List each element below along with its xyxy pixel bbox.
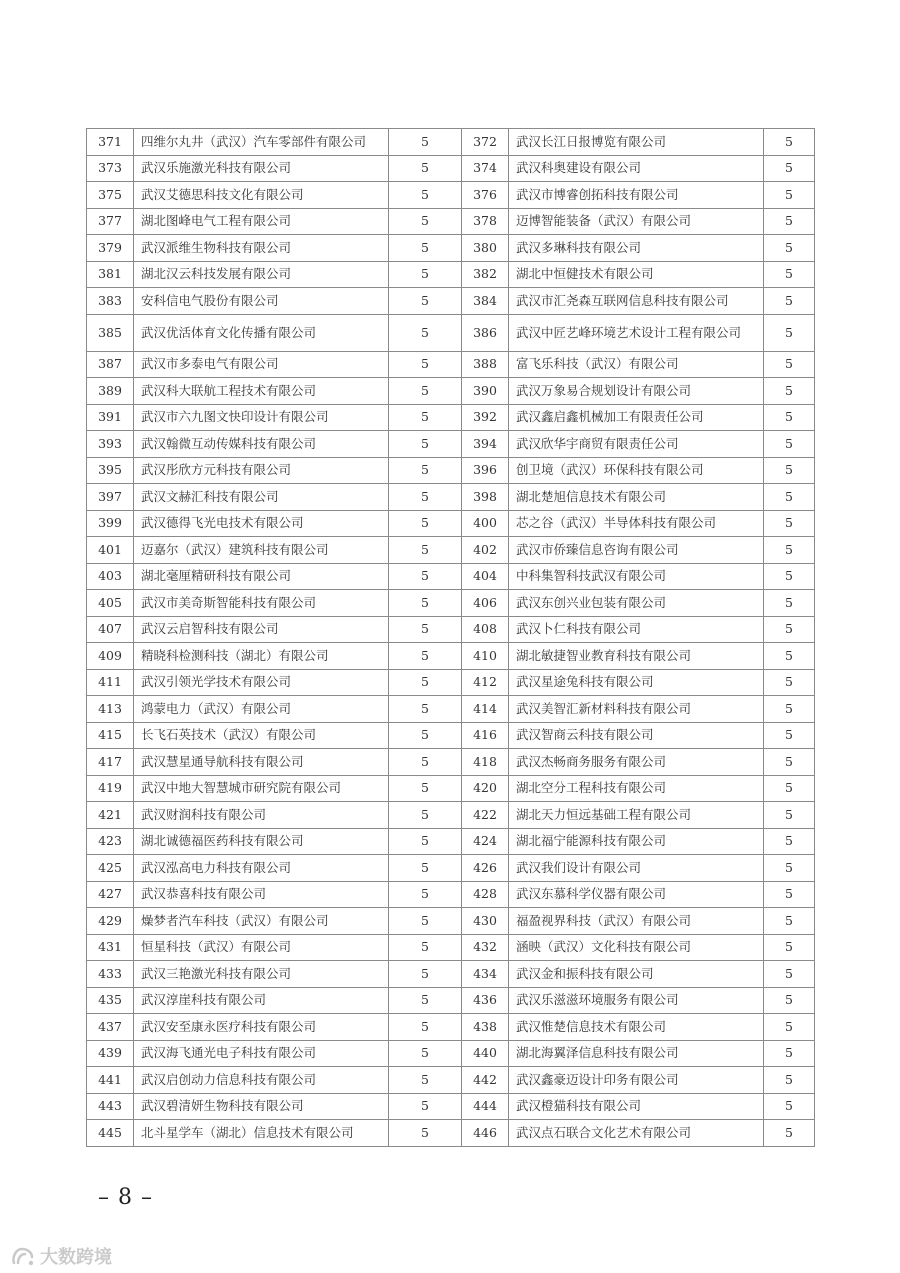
company-name-cell: 武汉科大联航工程技术有限公司 [134, 378, 389, 405]
score-cell: 5 [389, 855, 462, 882]
company-name-cell: 武汉市侨臻信息咨询有限公司 [509, 537, 764, 564]
serial-number-cell: 400 [462, 510, 509, 537]
serial-number-cell: 399 [87, 510, 134, 537]
score-cell: 5 [764, 908, 815, 935]
company-name-cell: 武汉泓高电力科技有限公司 [134, 855, 389, 882]
serial-number-cell: 372 [462, 129, 509, 156]
serial-number-cell: 389 [87, 378, 134, 405]
table-row [87, 987, 815, 1014]
company-name-cell: 武汉财润科技有限公司 [134, 802, 389, 829]
company-name-cell: 迈嘉尔（武汉）建筑科技有限公司 [134, 537, 389, 564]
serial-number-cell: 385 [87, 314, 134, 351]
serial-number-cell: 446 [462, 1120, 509, 1147]
company-name-cell: 北斗星学车（湖北）信息技术有限公司 [134, 1120, 389, 1147]
serial-number-cell: 445 [87, 1120, 134, 1147]
score-cell: 5 [764, 261, 815, 288]
serial-number-cell: 377 [87, 208, 134, 235]
company-name-cell: 武汉碧清妍生物科技有限公司 [134, 1093, 389, 1120]
company-name-cell: 武汉文赫汇科技有限公司 [134, 484, 389, 511]
score-cell: 5 [389, 1093, 462, 1120]
company-name-cell: 武汉德得飞光电技术有限公司 [134, 510, 389, 537]
serial-number-cell: 384 [462, 288, 509, 315]
company-name-cell: 武汉多琳科技有限公司 [509, 235, 764, 262]
score-cell: 5 [389, 1040, 462, 1067]
score-cell: 5 [764, 590, 815, 617]
company-name-cell: 武汉科奥建设有限公司 [509, 155, 764, 182]
score-cell: 5 [389, 669, 462, 696]
company-name-cell: 武汉优活体育文化传播有限公司 [134, 314, 389, 351]
score-cell: 5 [764, 235, 815, 262]
table-row [87, 908, 815, 935]
score-cell: 5 [389, 828, 462, 855]
serial-number-cell: 378 [462, 208, 509, 235]
serial-number-cell: 419 [87, 775, 134, 802]
serial-number-cell: 398 [462, 484, 509, 511]
score-cell: 5 [389, 431, 462, 458]
company-name-cell: 武汉乐滋滋环境服务有限公司 [509, 987, 764, 1014]
serial-number-cell: 417 [87, 749, 134, 776]
serial-number-cell: 428 [462, 881, 509, 908]
score-cell: 5 [389, 802, 462, 829]
score-cell: 5 [389, 484, 462, 511]
company-name-cell: 武汉惟楚信息技术有限公司 [509, 1014, 764, 1041]
company-name-cell: 富飞乐科技（武汉）有限公司 [509, 351, 764, 378]
score-cell: 5 [764, 351, 815, 378]
score-cell: 5 [389, 288, 462, 315]
table-row [87, 288, 815, 315]
serial-number-cell: 383 [87, 288, 134, 315]
score-cell: 5 [389, 908, 462, 935]
score-cell: 5 [389, 208, 462, 235]
company-name-cell: 武汉东创兴业包装有限公司 [509, 590, 764, 617]
serial-number-cell: 418 [462, 749, 509, 776]
score-cell: 5 [764, 208, 815, 235]
score-cell: 5 [764, 855, 815, 882]
serial-number-cell: 429 [87, 908, 134, 935]
serial-number-cell: 406 [462, 590, 509, 617]
table-row [87, 182, 815, 209]
company-name-cell: 武汉卜仁科技有限公司 [509, 616, 764, 643]
serial-number-cell: 387 [87, 351, 134, 378]
serial-number-cell: 395 [87, 457, 134, 484]
score-cell: 5 [389, 696, 462, 723]
company-name-cell: 恒星科技（武汉）有限公司 [134, 934, 389, 961]
serial-number-cell: 371 [87, 129, 134, 156]
score-cell: 5 [764, 749, 815, 776]
company-name-cell: 湖北中恒健技术有限公司 [509, 261, 764, 288]
serial-number-cell: 440 [462, 1040, 509, 1067]
table-row [87, 1120, 815, 1147]
company-name-cell: 武汉长江日报博览有限公司 [509, 129, 764, 156]
table-row [87, 1093, 815, 1120]
company-name-cell: 武汉中地大智慧城市研究院有限公司 [134, 775, 389, 802]
table-row [87, 404, 815, 431]
serial-number-cell: 420 [462, 775, 509, 802]
score-cell: 5 [389, 643, 462, 670]
company-name-cell: 武汉金和振科技有限公司 [509, 961, 764, 988]
company-name-cell: 武汉市汇尧森互联网信息科技有限公司 [509, 288, 764, 315]
company-name-cell: 迈博智能装备（武汉）有限公司 [509, 208, 764, 235]
company-name-cell: 四维尔丸井（武汉）汽车零部件有限公司 [134, 129, 389, 156]
company-name-cell: 湖北诚德福医药科技有限公司 [134, 828, 389, 855]
serial-number-cell: 421 [87, 802, 134, 829]
serial-number-cell: 416 [462, 722, 509, 749]
score-cell: 5 [764, 828, 815, 855]
table-row [87, 961, 815, 988]
serial-number-cell: 381 [87, 261, 134, 288]
table-row [87, 802, 815, 829]
company-name-cell: 精晓科检测科技（湖北）有限公司 [134, 643, 389, 670]
company-name-cell: 武汉艾德思科技文化有限公司 [134, 182, 389, 209]
serial-number-cell: 433 [87, 961, 134, 988]
score-cell: 5 [764, 1093, 815, 1120]
serial-number-cell: 442 [462, 1067, 509, 1094]
score-cell: 5 [389, 961, 462, 988]
company-name-cell: 湖北空分工程科技有限公司 [509, 775, 764, 802]
table-row [87, 155, 815, 182]
score-cell: 5 [389, 749, 462, 776]
table-row [87, 696, 815, 723]
serial-number-cell: 388 [462, 351, 509, 378]
table-row [87, 314, 815, 351]
company-name-cell: 武汉鑫豪迈设计印务有限公司 [509, 1067, 764, 1094]
serial-number-cell: 432 [462, 934, 509, 961]
score-cell: 5 [389, 881, 462, 908]
serial-number-cell: 403 [87, 563, 134, 590]
company-name-cell: 燥梦者汽车科技（武汉）有限公司 [134, 908, 389, 935]
table-row [87, 208, 815, 235]
score-cell: 5 [764, 182, 815, 209]
score-cell: 5 [389, 129, 462, 156]
table-row [87, 351, 815, 378]
table-row [87, 1067, 815, 1094]
company-name-cell: 武汉鑫启鑫机械加工有限责任公司 [509, 404, 764, 431]
score-cell: 5 [764, 987, 815, 1014]
score-cell: 5 [764, 378, 815, 405]
serial-number-cell: 407 [87, 616, 134, 643]
serial-number-cell: 436 [462, 987, 509, 1014]
company-name-cell: 武汉引领光学技术有限公司 [134, 669, 389, 696]
serial-number-cell: 427 [87, 881, 134, 908]
serial-number-cell: 405 [87, 590, 134, 617]
score-cell: 5 [764, 1040, 815, 1067]
company-table [86, 128, 815, 1147]
serial-number-cell: 411 [87, 669, 134, 696]
company-name-cell: 长飞石英技术（武汉）有限公司 [134, 722, 389, 749]
serial-number-cell: 386 [462, 314, 509, 351]
score-cell: 5 [764, 696, 815, 723]
serial-number-cell: 391 [87, 404, 134, 431]
company-name-cell: 武汉橙猫科技有限公司 [509, 1093, 764, 1120]
serial-number-cell: 425 [87, 855, 134, 882]
score-cell: 5 [389, 590, 462, 617]
score-cell: 5 [764, 643, 815, 670]
watermark-text: 大数跨境 [40, 1247, 112, 1268]
table-row [87, 1014, 815, 1041]
score-cell: 5 [764, 288, 815, 315]
serial-number-cell: 380 [462, 235, 509, 262]
score-cell: 5 [389, 404, 462, 431]
company-name-cell: 武汉安至康永医疗科技有限公司 [134, 1014, 389, 1041]
score-cell: 5 [764, 961, 815, 988]
score-cell: 5 [764, 775, 815, 802]
score-cell: 5 [764, 1067, 815, 1094]
company-name-cell: 武汉慧星通导航科技有限公司 [134, 749, 389, 776]
company-name-cell: 武汉市六九图文快印设计有限公司 [134, 404, 389, 431]
table-row [87, 775, 815, 802]
serial-number-cell: 402 [462, 537, 509, 564]
company-name-cell: 湖北楚旭信息技术有限公司 [509, 484, 764, 511]
serial-number-cell: 397 [87, 484, 134, 511]
company-name-cell: 湖北福宁能源科技有限公司 [509, 828, 764, 855]
company-name-cell: 武汉彤欣方元科技有限公司 [134, 457, 389, 484]
company-name-cell: 武汉乐施激光科技有限公司 [134, 155, 389, 182]
company-name-cell: 湖北敏捷智业教育科技有限公司 [509, 643, 764, 670]
company-name-cell: 鸿蒙电力（武汉）有限公司 [134, 696, 389, 723]
company-name-cell: 武汉万象易合规划设计有限公司 [509, 378, 764, 405]
company-name-cell: 武汉派维生物科技有限公司 [134, 235, 389, 262]
score-cell: 5 [764, 1120, 815, 1147]
serial-number-cell: 444 [462, 1093, 509, 1120]
score-cell: 5 [764, 155, 815, 182]
table-row [87, 722, 815, 749]
company-name-cell: 湖北海翼泽信息科技有限公司 [509, 1040, 764, 1067]
score-cell: 5 [389, 261, 462, 288]
table-row [87, 261, 815, 288]
serial-number-cell: 382 [462, 261, 509, 288]
company-name-cell: 武汉市美奇斯智能科技有限公司 [134, 590, 389, 617]
score-cell: 5 [389, 314, 462, 351]
serial-number-cell: 390 [462, 378, 509, 405]
serial-number-cell: 376 [462, 182, 509, 209]
table-row [87, 129, 815, 156]
score-cell: 5 [764, 563, 815, 590]
score-cell: 5 [389, 235, 462, 262]
company-table-body [87, 129, 815, 1147]
company-name-cell: 武汉市博睿创拓科技有限公司 [509, 182, 764, 209]
company-name-cell: 武汉美智汇新材料科技有限公司 [509, 696, 764, 723]
company-name-cell: 武汉恭喜科技有限公司 [134, 881, 389, 908]
company-name-cell: 武汉云启智科技有限公司 [134, 616, 389, 643]
serial-number-cell: 443 [87, 1093, 134, 1120]
company-name-cell: 武汉点石联合文化艺术有限公司 [509, 1120, 764, 1147]
score-cell: 5 [764, 616, 815, 643]
score-cell: 5 [389, 457, 462, 484]
company-name-cell: 湖北毫厘精研科技有限公司 [134, 563, 389, 590]
score-cell: 5 [389, 1067, 462, 1094]
serial-number-cell: 408 [462, 616, 509, 643]
score-cell: 5 [389, 775, 462, 802]
table-row [87, 563, 815, 590]
company-name-cell: 湖北汉云科技发展有限公司 [134, 261, 389, 288]
company-name-cell: 武汉杰畅商务服务有限公司 [509, 749, 764, 776]
serial-number-cell: 439 [87, 1040, 134, 1067]
serial-number-cell: 435 [87, 987, 134, 1014]
table-row [87, 590, 815, 617]
serial-number-cell: 430 [462, 908, 509, 935]
score-cell: 5 [764, 431, 815, 458]
serial-number-cell: 401 [87, 537, 134, 564]
score-cell: 5 [764, 314, 815, 351]
company-name-cell: 中科集智科技武汉有限公司 [509, 563, 764, 590]
serial-number-cell: 393 [87, 431, 134, 458]
serial-number-cell: 438 [462, 1014, 509, 1041]
score-cell: 5 [764, 1014, 815, 1041]
serial-number-cell: 422 [462, 802, 509, 829]
serial-number-cell: 396 [462, 457, 509, 484]
company-name-cell: 武汉启创动力信息科技有限公司 [134, 1067, 389, 1094]
table-row [87, 855, 815, 882]
table-row [87, 378, 815, 405]
serial-number-cell: 414 [462, 696, 509, 723]
score-cell: 5 [389, 1014, 462, 1041]
watermark [10, 1243, 112, 1269]
table-row [87, 669, 815, 696]
score-cell: 5 [389, 934, 462, 961]
score-cell: 5 [764, 404, 815, 431]
company-name-cell: 芯之谷（武汉）半导体科技有限公司 [509, 510, 764, 537]
score-cell: 5 [389, 351, 462, 378]
score-cell: 5 [764, 129, 815, 156]
serial-number-cell: 441 [87, 1067, 134, 1094]
company-name-cell: 武汉海飞通光电子科技有限公司 [134, 1040, 389, 1067]
table-row [87, 457, 815, 484]
serial-number-cell: 424 [462, 828, 509, 855]
serial-number-cell: 392 [462, 404, 509, 431]
serial-number-cell: 379 [87, 235, 134, 262]
score-cell: 5 [389, 722, 462, 749]
company-name-cell: 武汉翰微互动传媒科技有限公司 [134, 431, 389, 458]
score-cell: 5 [764, 669, 815, 696]
serial-number-cell: 437 [87, 1014, 134, 1041]
company-name-cell: 武汉星途兔科技有限公司 [509, 669, 764, 696]
score-cell: 5 [389, 155, 462, 182]
company-name-cell: 湖北图峰电气工程有限公司 [134, 208, 389, 235]
serial-number-cell: 404 [462, 563, 509, 590]
score-cell: 5 [389, 378, 462, 405]
score-cell: 5 [764, 537, 815, 564]
table-row [87, 749, 815, 776]
serial-number-cell: 409 [87, 643, 134, 670]
table-row [87, 431, 815, 458]
score-cell: 5 [764, 934, 815, 961]
company-name-cell: 安科信电气股份有限公司 [134, 288, 389, 315]
serial-number-cell: 394 [462, 431, 509, 458]
company-name-cell: 武汉三艳激光科技有限公司 [134, 961, 389, 988]
score-cell: 5 [389, 563, 462, 590]
page-number: – 8 – [98, 1185, 153, 1210]
score-cell: 5 [764, 802, 815, 829]
serial-number-cell: 373 [87, 155, 134, 182]
serial-number-cell: 423 [87, 828, 134, 855]
score-cell: 5 [764, 881, 815, 908]
score-cell: 5 [764, 722, 815, 749]
score-cell: 5 [389, 616, 462, 643]
company-name-cell: 武汉淳崖科技有限公司 [134, 987, 389, 1014]
company-name-cell: 涵映（武汉）文化科技有限公司 [509, 934, 764, 961]
table-row [87, 510, 815, 537]
table-row [87, 616, 815, 643]
company-name-cell: 武汉我们设计有限公司 [509, 855, 764, 882]
serial-number-cell: 415 [87, 722, 134, 749]
table-row [87, 881, 815, 908]
company-name-cell: 武汉东慕科学仪器有限公司 [509, 881, 764, 908]
serial-number-cell: 375 [87, 182, 134, 209]
table-row [87, 828, 815, 855]
company-name-cell: 武汉欣华宇商贸有限责任公司 [509, 431, 764, 458]
serial-number-cell: 410 [462, 643, 509, 670]
table-row [87, 643, 815, 670]
company-name-cell: 武汉中匠艺峰环境艺术设计工程有限公司 [509, 314, 764, 351]
score-cell: 5 [389, 987, 462, 1014]
serial-number-cell: 434 [462, 961, 509, 988]
score-cell: 5 [764, 484, 815, 511]
table-row [87, 484, 815, 511]
table-row [87, 235, 815, 262]
score-cell: 5 [389, 1120, 462, 1147]
table-row [87, 934, 815, 961]
table-row [87, 1040, 815, 1067]
score-cell: 5 [764, 457, 815, 484]
company-name-cell: 福盈视界科技（武汉）有限公司 [509, 908, 764, 935]
score-cell: 5 [389, 182, 462, 209]
score-cell: 5 [764, 510, 815, 537]
watermark-logo-icon [10, 1245, 36, 1267]
serial-number-cell: 413 [87, 696, 134, 723]
company-name-cell: 武汉智商云科技有限公司 [509, 722, 764, 749]
serial-number-cell: 412 [462, 669, 509, 696]
company-name-cell: 湖北天力恒远基础工程有限公司 [509, 802, 764, 829]
score-cell: 5 [389, 537, 462, 564]
score-cell: 5 [389, 510, 462, 537]
table-row [87, 537, 815, 564]
serial-number-cell: 431 [87, 934, 134, 961]
company-name-cell: 创卫境（武汉）环保科技有限公司 [509, 457, 764, 484]
company-name-cell: 武汉市多泰电气有限公司 [134, 351, 389, 378]
serial-number-cell: 426 [462, 855, 509, 882]
serial-number-cell: 374 [462, 155, 509, 182]
